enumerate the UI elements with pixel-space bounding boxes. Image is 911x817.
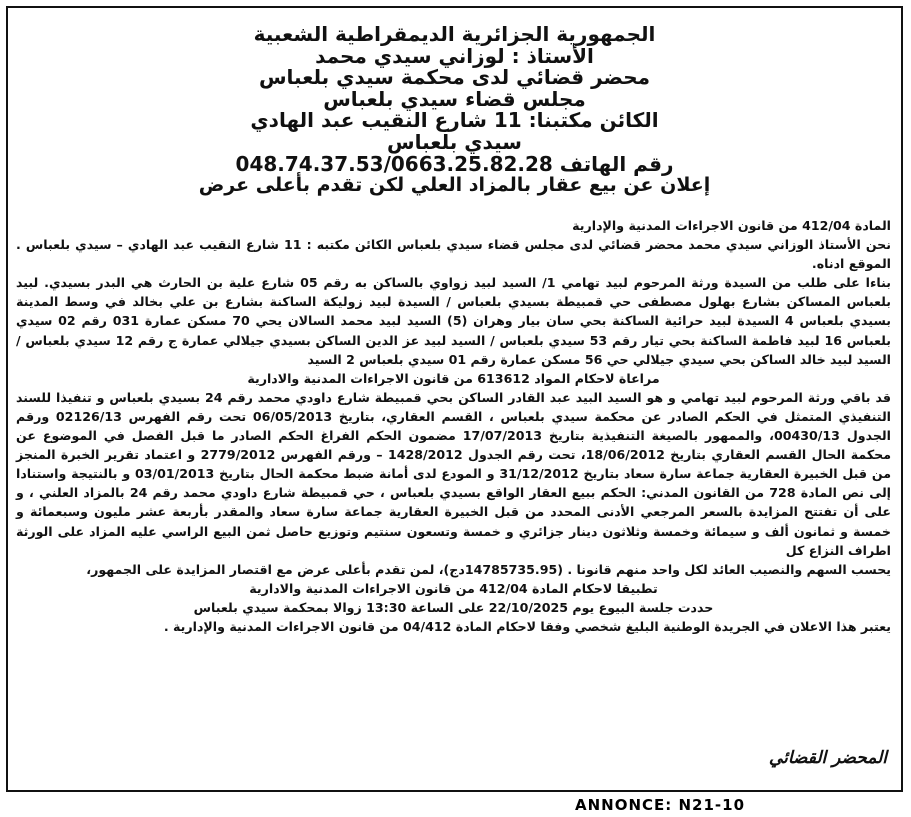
legal-articles-reference: مراعاة لاحكام المواد 613612 من قانون الاجراءات المدنية والادارية <box>247 370 660 386</box>
article-reference: المادة 412/04 من قانون الاجراءات المدنية والإدارية <box>572 218 891 233</box>
application-article-line: تطبيقا لاحكام المادة 412/04 من قانون الاجراءات المدنية والادارية <box>249 580 658 596</box>
auction-session-date: حددت جلسة البيوع يوم 22/10/2025 على الساعة 13:30 زوالا بمحكمة سيدي بلعباس <box>193 599 714 615</box>
announcement-frame <box>6 6 903 792</box>
header-court-council: مجلس قضاء سيدي بلعباس <box>323 86 586 111</box>
header-phone-line <box>8 151 901 176</box>
bailiff-signature: المحضر القضائي <box>768 748 887 768</box>
price-paragraph: يحسب السهم والنصيب العائد لكل واحد منهم قانونا . (14785735.95دج)، لمن تقدم بأعلى عرض مع اقتصار المزايدة على الجمهور، <box>86 561 891 577</box>
header-bailiff-title: محضر قضائي لدى محكمة سيدي بلعباس <box>258 65 651 90</box>
announcement-title: إعلان عن بيع عقار بالمزاد العلي لكن تقدم بأعلى عرض <box>198 174 711 197</box>
header-republic-line: الجمهورية الجزائرية الديمقراطية الشعبية <box>253 22 656 46</box>
judgment-paragraph: قد باقي ورثة المرحوم لبيد تهامي و هو السيد البيد عبد القادر الساكن بحي قمبيطة شارع داودي محمد رقم 24 بسيدي بلعباس و تنفيذا للسند التنفيذي المتمثل في الحكم الصادر عن محكمة سيدي بلعباس ، القسم العقاري، بتاريخ 06/05/2013 تحت رقم الفهرس 02126/13 ورقم الجدول 00430/13، والممهور بالصيغة التنفيذية بتاريخ 17/07/2013 مضمون الحكم الفراغ الحكم الصادر ما قبل الفصل في الموضوع عن محكمة الحال القسم العقاري بتاريخ 18/06/2012، تحت رقم الجدول 1428/2012 – ورقم الفهرس 2779/2012 و اعتماد تقرير الخبرة المنجز من قبل الخبيرة العقارية جماعة سارة سعاد بتاريخ 31/12/2012 و المودع لدى أمانة ضبط محكمة الحال بتاريخ 03/01/2013 و بالنتيجة واستنادا إلى نص المادة 728 من القانون المدني: الحكم ببيع العقار الواقع بسيدي بلعباس ، حي قمبيطة شارع داودي محمد رقم 24 بالمزاد العلني ، و على أن تفتتح المزايدة بالسعر المرجعي الأدنى المحدد من قبل الخبيرة العقارية جماعة سارة سعاد والمقدر بأربعة عشر مليون وسبعمائة و خمسة و ثمانون ألف و سيمائة وخمسة وثلاثون دينار جزائري و خمسة وتسعون سنتيم وتوزيع حاصل ثمن البيع الراسي عليه المزاد على الورثة اطراف النزاع كل <box>16 389 892 558</box>
header-city: سيدي بلعباس <box>387 129 522 154</box>
phone-label: رقم الهاتف <box>559 151 674 176</box>
header-bailiff-name: الأستاذ : لوزاني سيدي محمد <box>315 43 594 68</box>
announcement-body <box>16 216 891 636</box>
header-office-address: الكائن مكتبنا: 11 شارع النقيب عبد الهادي <box>250 108 659 133</box>
phone-numbers: 048.74.37.53/0663.25.82.28 <box>235 151 553 176</box>
announcement-header <box>8 24 901 197</box>
publication-notice: يعتبر هذا الاعلان في الجريدة الوطنية البليغ شخصي وفقا لاحكام المادة 04/412 من قانون الاجراءات المدنية والإدارية . <box>163 618 891 634</box>
bailiff-intro-paragraph: نحن الأستاذ الوزاني سيدي محمد محضر قضائي لدى مجلس قضاء سيدي بلعباس الكائن مكتبه : 11 شارع النقيب عبد الهادي – سيدي بلعباس . الموقع ادناه. <box>16 237 891 272</box>
applicants-paragraph: بناءا على طلب من السيدة ورثة المرحوم لبيد تهامي 1/ السيد لبيد زواوي بالساكن به رقم 05 شارع علية بن الحارث هي البدر بسيدي. لبيد بلعباس المساكن بشارع بهلول مصطفى حي قمبيطة بسيدي بلعباس / السيدة لبيد زوليكة الساكنة بشارع بن علي بخالد في وسط المدينة بسيدي بلعباس 4 السيدة لبيد حرائية الساكنة بحي سان بيار وهران (5) السيد لبيد محمد السالان يحي 70 مسكن عمارة 031 رقم 02 سيدي بلعباس 16 لبيد فاطمة الساكنة بحي تيار رقم 53 سيدي بلعباس / السيد لبيد عز الدين الساكن بسيدي جيلالي عمارة ج رقم 12 سيدي بلعباس / السيد لبيد خالد الساكن بحي سيدي جيلالي حي 56 مسكن عمارة رقم 01 سيدي بلعباس 2 السيد <box>16 275 891 367</box>
annonce-number: ANNONCE: N21-10 <box>574 796 746 814</box>
